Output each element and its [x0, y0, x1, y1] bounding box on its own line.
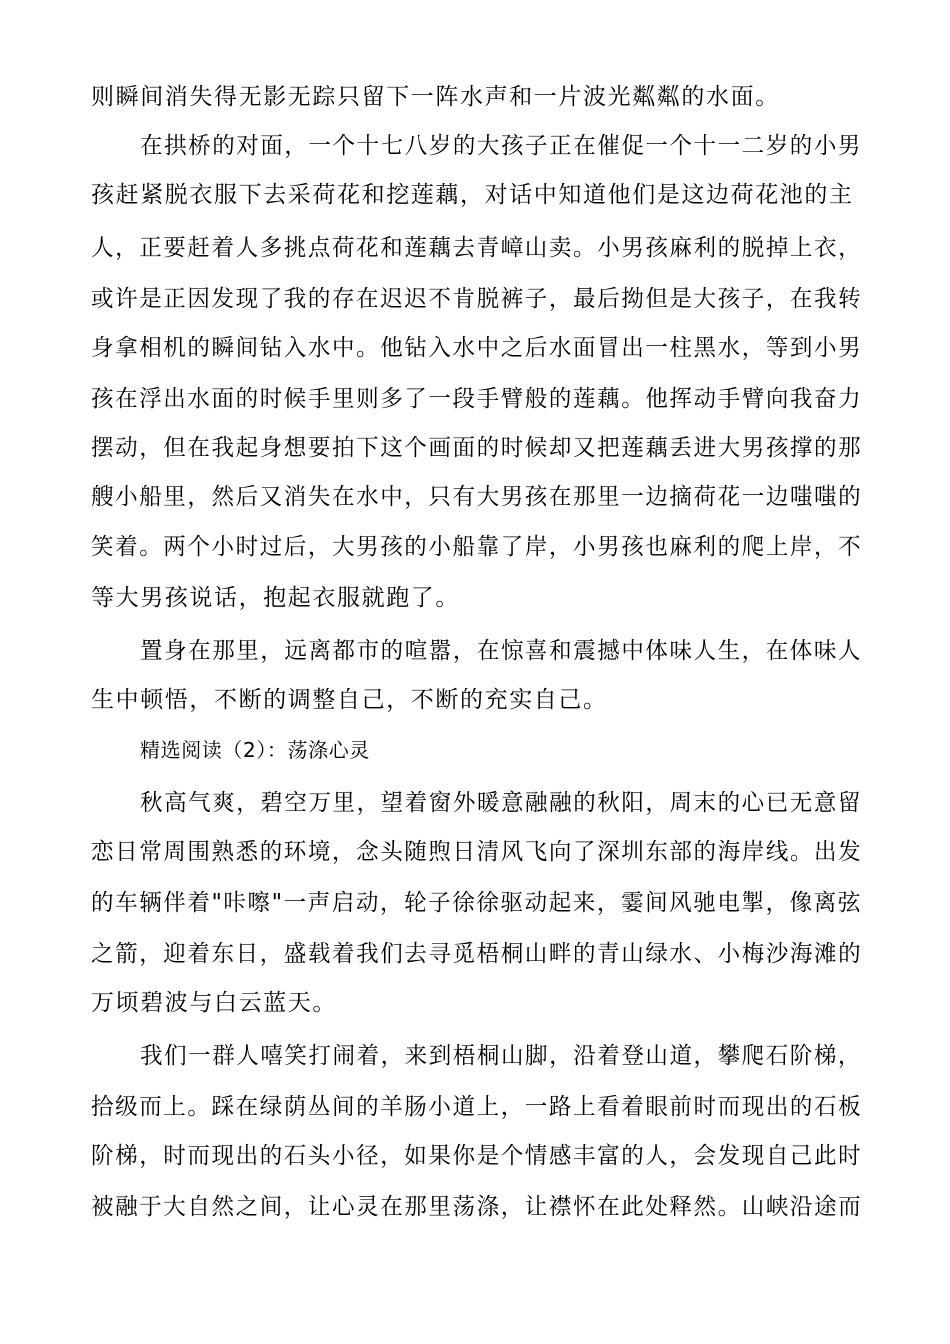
text-line: 被融于大自然之间，让心灵在那里荡涤，让襟怀在此处释然。山峡沿途而 [91, 1194, 863, 1220]
text-line: 摆动，但在我起身想要拍下这个画面的时候却又把莲藕丢进大男孩撑的那 [91, 435, 863, 461]
paragraph-first-line: 置身在那里，远离都市的喧嚣，在惊喜和震撼中体味人生，在体味人 [140, 638, 862, 664]
text-line: 的车辆伴着"咔嚓"一声启动，轮子徐徐驱动起来，霎间风驰电掣，像离弦 [91, 890, 862, 916]
text-line: 艘小船里，然后又消失在水中，只有大男孩在那里一边摘荷花一边嗤嗤的 [91, 484, 863, 510]
text-line: 拾级而上。踩在绿荫丛间的羊肠小道上，一路上看着眼前时而现出的石板 [91, 1094, 863, 1120]
text-line: 阶梯，时而现出的石头小径，如果你是个情感丰富的人，会发现自己此时 [91, 1143, 863, 1169]
text-line: 生中顿悟，不断的调整自己，不断的充实自己。 [91, 687, 608, 713]
section-heading: 精选阅读（2）：荡涤心灵 [140, 738, 370, 762]
text-line: 万顷碧波与白云蓝天。 [91, 990, 337, 1016]
text-line: 或许是正因发现了我的存在迟迟不肯脱裤子，最后拗但是大孩子，在我转 [91, 286, 863, 312]
text-line: 身拿相机的瞬间钻入水中。他钻入水中之后水面冒出一柱黑水，等到小男 [91, 335, 863, 361]
paragraph-first-line: 在拱桥的对面，一个十七八岁的大孩子正在催促一个十一二岁的小男 [140, 133, 862, 159]
text-line: 人，正要赶着人多挑点荷花和莲藕去青嶂山卖。小男孩麻利的脱掉上衣， [91, 235, 863, 261]
paragraph-first-line: 我们一群人嘻笑打闹着，来到梧桐山脚，沿着登山道，攀爬石阶梯， [140, 1043, 862, 1069]
text-line: 笑着。两个小时过后，大男孩的小船靠了岸，小男孩也麻利的爬上岸，不 [91, 534, 863, 560]
text-line: 等大男孩说话，抱起衣服就跑了。 [91, 585, 460, 611]
text-line: 孩赶紧脱衣服下去采荷花和挖莲藕，对话中知道他们是这边荷花池的主 [91, 182, 854, 208]
text-line: 则瞬间消失得无影无踪只留下一阵水声和一片波光粼粼的水面。 [91, 84, 780, 110]
text-line: 恋日常周围熟悉的环境，念头随煦日清风飞向了深圳东部的海岸线。出发 [91, 839, 863, 865]
text-line: 孩在浮出水面的时候手里则多了一段手臂般的莲藕。他挥动手臂向我奋力 [91, 386, 863, 412]
text-line: 之箭，迎着东日，盛载着我们去寻觅梧桐山畔的青山绿水、小梅沙海滩的 [91, 941, 863, 967]
paragraph-first-line: 秋高气爽，碧空万里，望着窗外暖意融融的秋阳，周末的心已无意留 [140, 790, 862, 816]
